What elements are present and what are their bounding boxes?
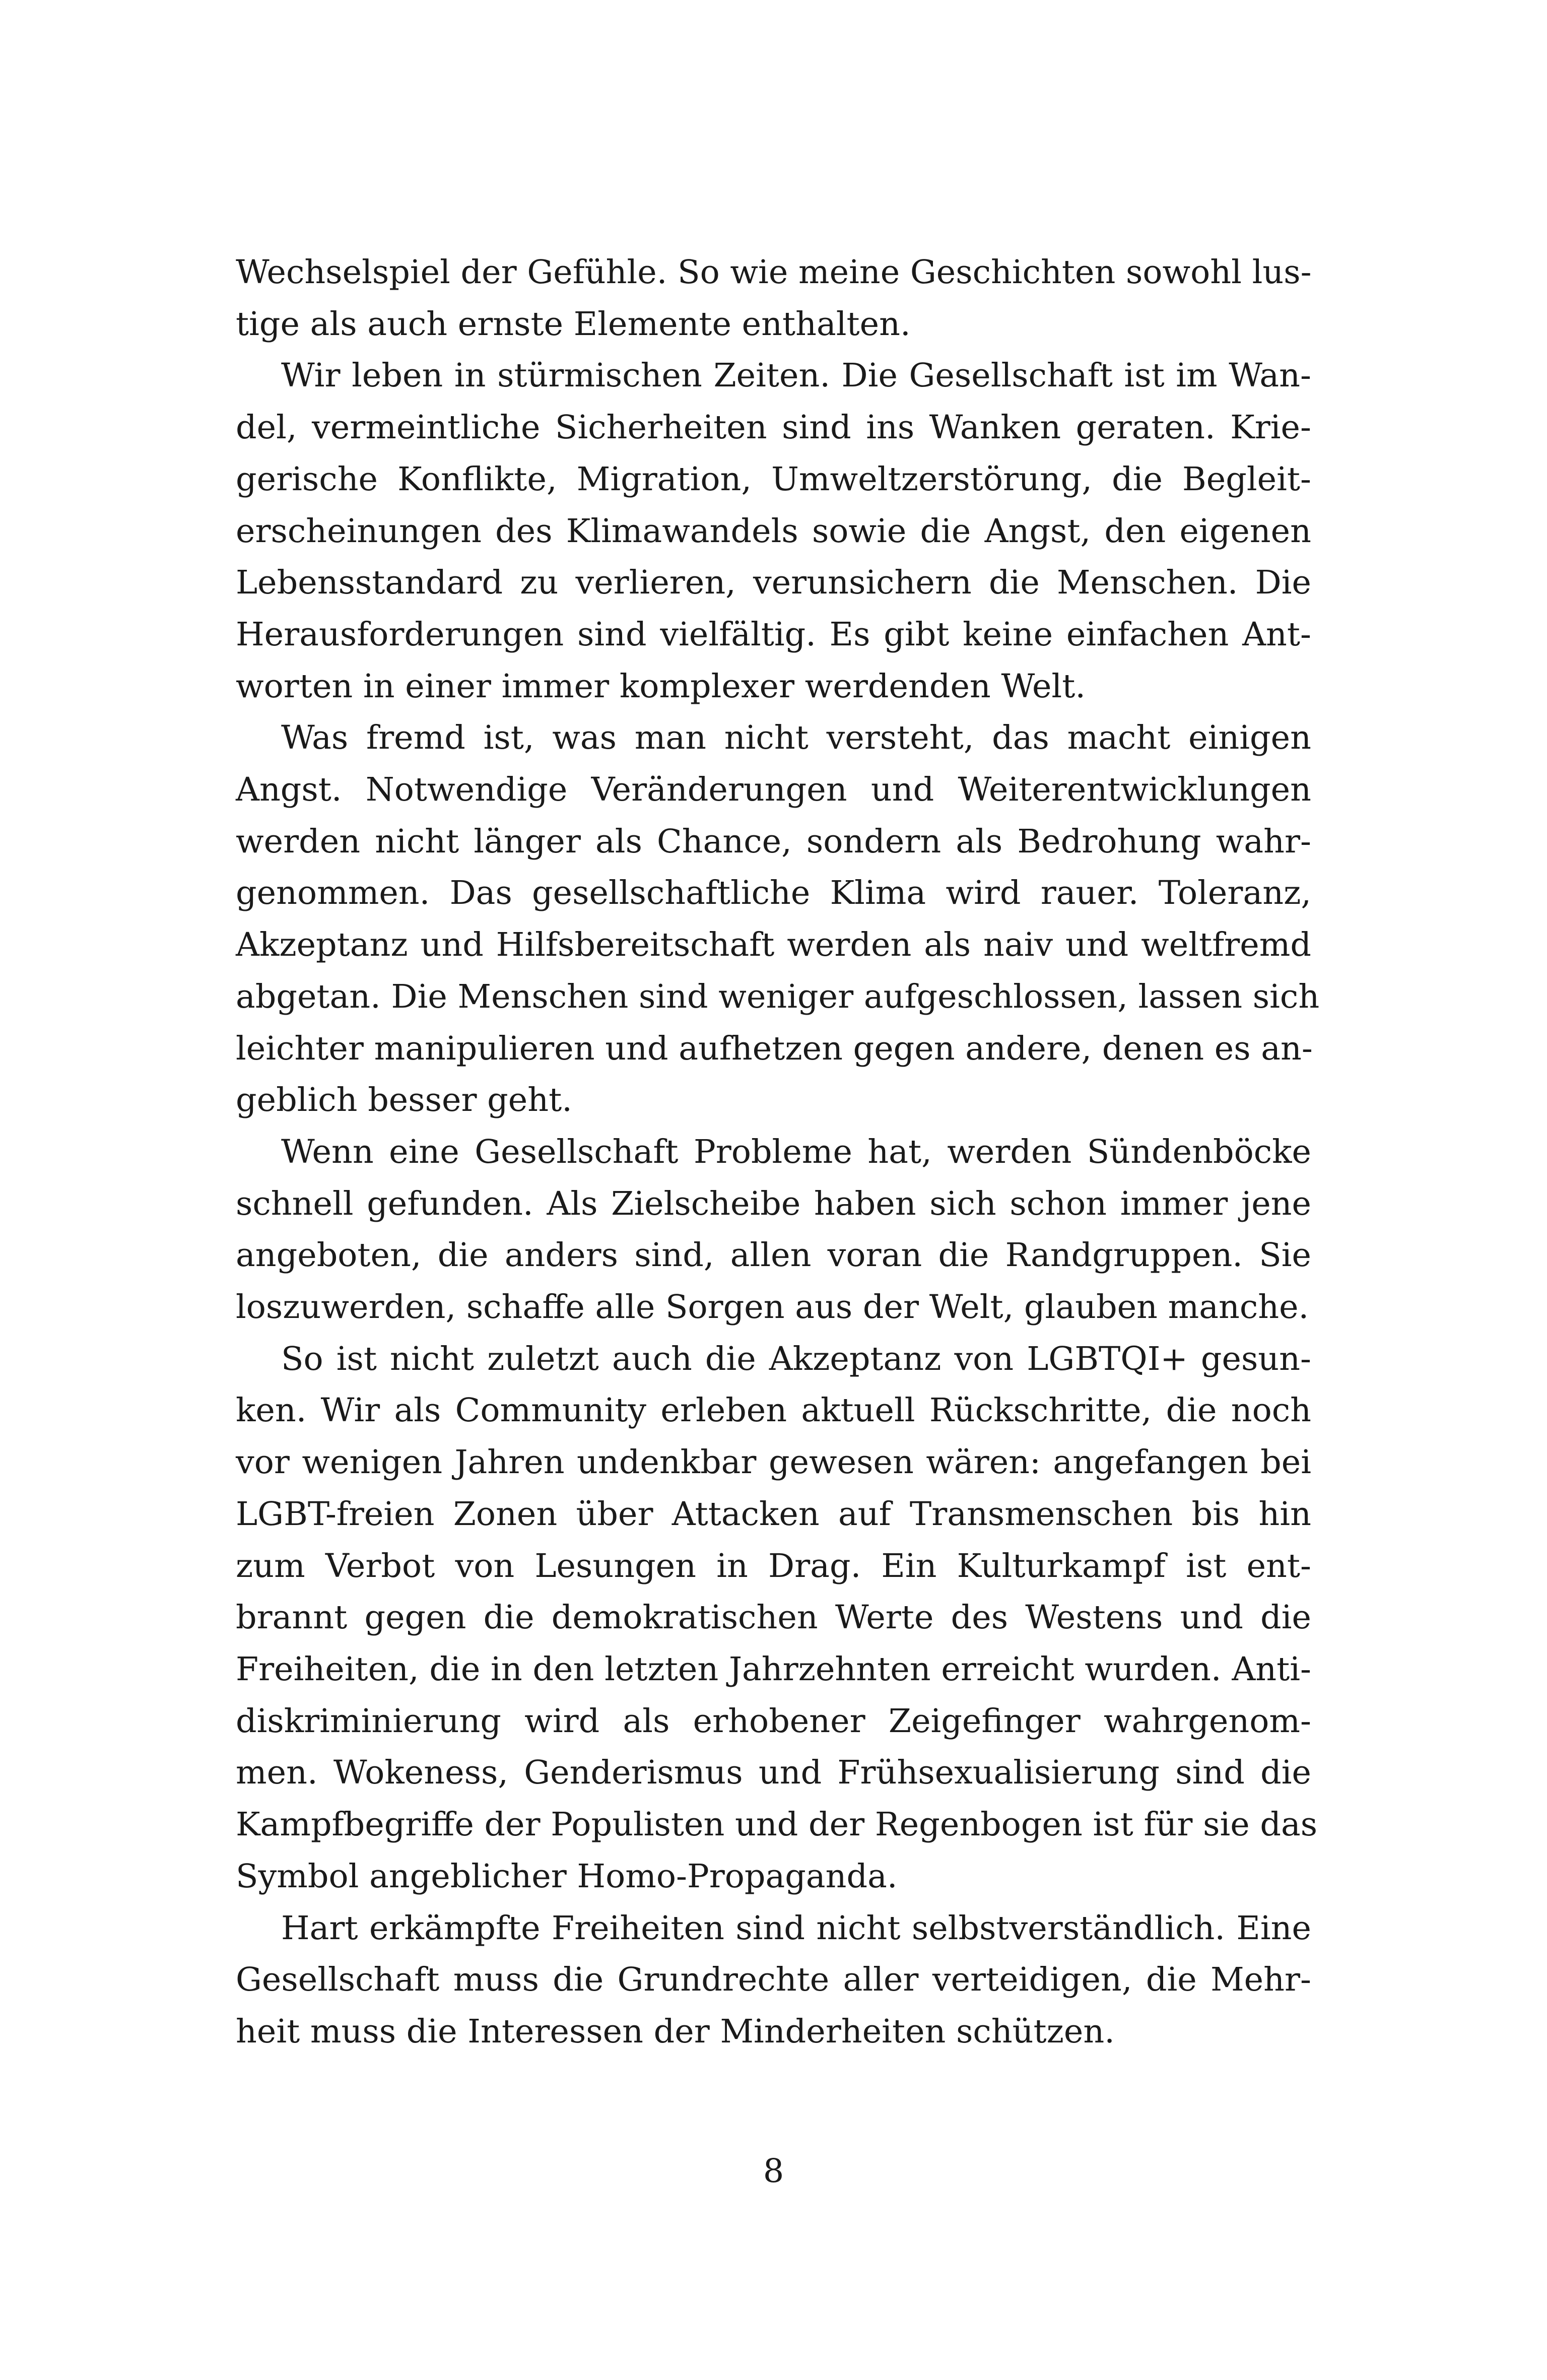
text-line: LGBT-freien Zonen über Attacken auf Transmenschen bis hin [236,1495,1311,1533]
text-line: worten in einer immer komplexer werdenden Welt. [236,667,1086,705]
text-line: erscheinungen des Klimawandels sowie die Angst, den eigenen [236,512,1311,550]
body-text [236,247,1320,2058]
text-line: Kampfbegriffe der Populisten und der Regenbogen ist für sie das [236,1806,1318,1844]
text-line: del, vermeintliche Sicherheiten sind ins Wanken geraten. Krie- [236,409,1311,447]
text-line: vor wenigen Jahren undenkbar gewesen wären: angefangen bei [236,1443,1311,1482]
text-line: loszuwerden, schaffe alle Sorgen aus der Welt, glauben manche. [236,1288,1309,1327]
text-line: tige als auch ernste Elemente enthalten. [236,305,911,343]
text-line: Herausforderungen sind vielfältig. Es gibt keine einfachen Ant- [236,615,1311,653]
text-line: So ist nicht zuletzt auch die Akzeptanz von LGBTQI+ gesun- [281,1340,1311,1378]
text-line: Hart erkämpfte Freiheiten sind nicht selbstverständlich. Eine [281,1909,1311,1947]
text-line: Symbol angeblicher Homo-Propaganda. [236,1857,898,1895]
text-line: schnell gefunden. Als Zielscheibe haben sich schon immer jene [236,1184,1311,1223]
text-line: Akzeptanz und Hilfsbereitschaft werden als naiv und weltfremd [236,926,1311,964]
paragraph-6 [236,1903,1311,2058]
text-line: zum Verbot von Lesungen in Drag. Ein Kulturkampf ist ent- [236,1547,1311,1585]
paragraph-3 [236,712,1320,1127]
text-line: diskriminierung wird als erhobener Zeigefinger wahrgenom- [236,1702,1311,1740]
text-line: Wechselspiel der Gefühle. So wie meine Geschichten sowohl lus- [236,253,1312,291]
text-line: gerische Konflikte, Migration, Umweltzerstörung, die Begleit- [236,460,1311,498]
text-line: men. Wokeness, Genderismus und Frühsexualisierung sind die [236,1754,1311,1792]
text-line: Freiheiten, die in den letzten Jahrzehnten erreicht wurden. Anti- [236,1650,1311,1688]
text-line: werden nicht länger als Chance, sondern als Bedrohung wahr- [236,822,1311,861]
text-line: genommen. Das gesellschaftliche Klima wird rauer. Toleranz, [236,874,1311,912]
text-line: Wir leben in stürmischen Zeiten. Die Gesellschaft ist im Wan- [281,357,1311,395]
text-line: ken. Wir als Community erleben aktuell Rückschritte, die noch [236,1392,1311,1430]
paragraph-4 [236,1127,1311,1334]
text-line: Was fremd ist, was man nicht versteht, das macht einigen [281,719,1311,757]
text-line: brannt gegen die demokratischen Werte des Westens und die [236,1599,1311,1637]
paragraph-5 [236,1334,1318,1903]
text-line: geblich besser geht. [236,1081,572,1119]
text-line: Angst. Notwendige Veränderungen und Weiterentwicklungen [236,771,1311,809]
text-line: abgetan. Die Menschen sind weniger aufgeschlossen, lassen sich [236,977,1320,1016]
page-number: 8 [763,2152,784,2190]
text-line: Gesellschaft muss die Grundrechte aller verteidigen, die Mehr- [236,1961,1311,1999]
text-line: Lebensstandard zu verlieren, verunsichern die Menschen. Die [236,564,1311,602]
paragraph-1 [236,247,1311,350]
text-line: Wenn eine Gesellschaft Probleme hat, werden Sündenböcke [281,1133,1311,1171]
text-line: heit muss die Interessen der Minderheiten schützen. [236,2012,1115,2051]
text-line: leichter manipulieren und aufhetzen gegen andere, denen es an- [236,1029,1313,1068]
text-line: angeboten, die anders sind, allen voran die Randgruppen. Sie [236,1236,1311,1275]
paragraph-2 [236,350,1311,712]
